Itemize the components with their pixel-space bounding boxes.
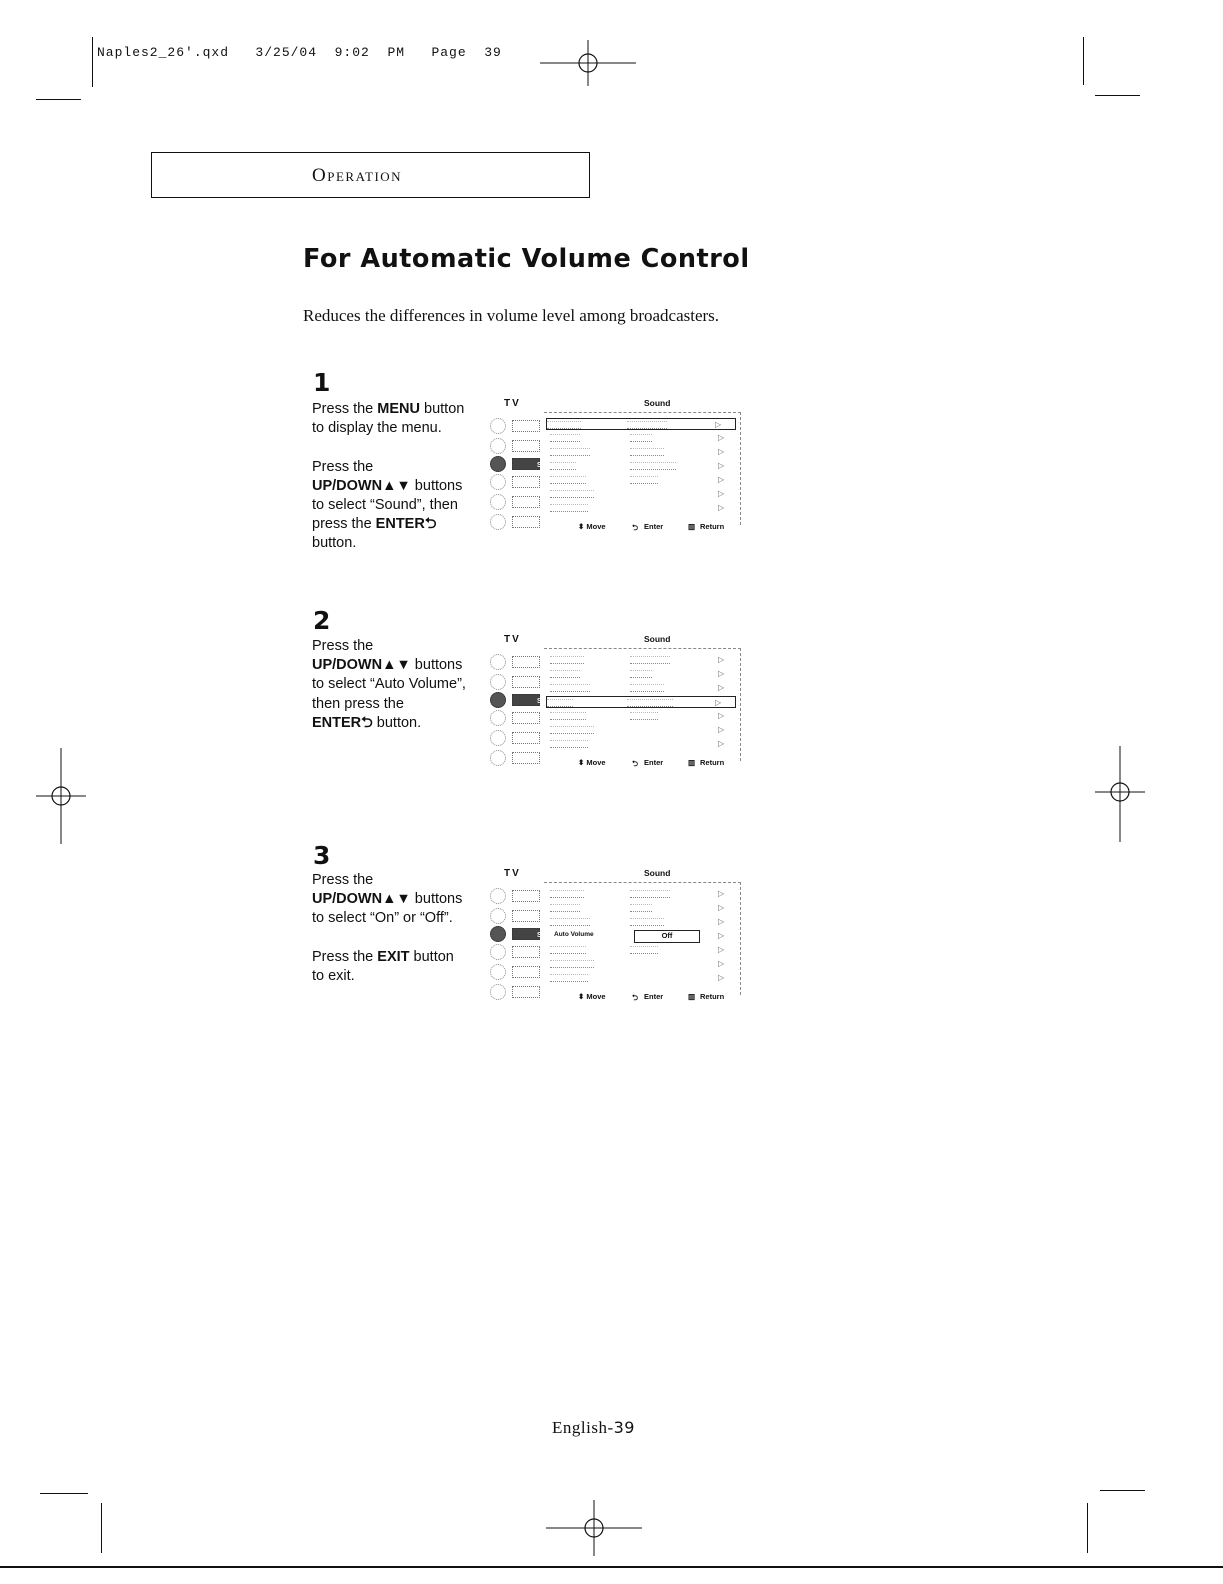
menu-option-blur: [550, 726, 594, 734]
menu-category-icon: [490, 984, 540, 1000]
move-hint: ⬍ Move: [578, 522, 606, 531]
return-icon: ▥: [688, 758, 696, 767]
return-hint: Return: [700, 758, 725, 767]
menu-source-label: TV: [504, 634, 521, 645]
menu-category-icon: [490, 418, 540, 434]
instruction-line: [312, 890, 462, 909]
arrow-right-icon: ▷: [718, 447, 725, 456]
instruction-text: then press the: [312, 695, 404, 712]
menu-option-blur: [547, 699, 573, 707]
instruction-text: to select “On” or “Off”.: [312, 910, 453, 927]
instruction-line: [312, 948, 462, 967]
category-glyph-icon: [490, 654, 506, 670]
return-hint: Return: [700, 992, 725, 1001]
section-label: Operation: [312, 165, 403, 186]
category-tab: [512, 910, 540, 922]
menu-option-label: Auto Volume: [554, 931, 594, 938]
category-tab: [512, 656, 540, 668]
category-glyph-icon: [490, 692, 506, 708]
menu-option-row: [550, 502, 730, 512]
menu-option-row: [546, 418, 736, 430]
menu-value-blur: [630, 448, 664, 456]
category-tab: [512, 890, 540, 902]
menu-option-blur: [550, 740, 588, 748]
menu-category-icon: [490, 654, 540, 670]
menu-option-blur: [550, 918, 590, 926]
menu-option-row: [550, 888, 730, 898]
category-glyph-icon: [490, 984, 506, 1000]
arrow-right-icon: ▷: [718, 739, 725, 748]
menu-value-blur: [630, 946, 658, 954]
move-hint: ⬍ Move: [578, 758, 606, 767]
menu-category-icon: [490, 888, 540, 904]
instruction-line: [312, 695, 466, 714]
category-glyph-icon: [490, 750, 506, 766]
menu-category-icon: [490, 674, 540, 690]
menu-option-blur: [550, 974, 588, 982]
instruction-text: to select “Sound”, then: [312, 496, 458, 513]
enter-hint: Enter: [644, 522, 664, 531]
arrow-right-icon: ▷: [718, 711, 725, 720]
instruction-line: [312, 515, 464, 534]
menu-category-icon: [490, 908, 540, 924]
category-label: Sound: [537, 698, 559, 705]
arrow-right-icon: ▷: [715, 420, 722, 429]
menu-option-row: [550, 944, 730, 954]
arrow-right-icon: ▷: [718, 959, 725, 968]
menu-option-row: [550, 432, 730, 442]
category-tab: [512, 440, 540, 452]
menu-option-row: [550, 958, 730, 968]
category-glyph-icon: [490, 418, 506, 434]
category-glyph-icon: [490, 494, 506, 510]
crop-mark: [36, 99, 81, 100]
instruction-text: to display the menu.: [312, 420, 442, 437]
step-number: 3: [313, 841, 331, 870]
page-title: For Automatic Volume Control: [303, 244, 750, 274]
category-glyph-icon: [490, 438, 506, 454]
category-glyph-icon: [490, 456, 506, 472]
registration-mark-icon: [546, 1500, 642, 1556]
menu-option-blur: [550, 670, 580, 678]
enter-icon: ⮌: [632, 523, 639, 532]
menu-value-blur: [630, 476, 658, 484]
instruction-line: [312, 967, 462, 986]
menu-option-row: [550, 710, 730, 720]
category-tab: [512, 694, 559, 706]
arrow-right-icon: ▷: [718, 903, 725, 912]
menu-category-icon: [490, 944, 540, 960]
category-label: Sound: [537, 462, 559, 469]
instruction-line: [312, 400, 464, 419]
instruction-line: [312, 714, 466, 733]
return-icon: ▥: [688, 522, 696, 531]
instruction-text: buttons: [410, 477, 463, 494]
category-glyph-icon: [490, 514, 506, 530]
sound-menu-icon: [490, 456, 559, 472]
category-tab: [512, 986, 540, 998]
instruction-key: UP/DOWN▲▼: [312, 657, 411, 674]
menu-value-blur: [630, 712, 658, 720]
instruction-line: [312, 871, 462, 890]
crop-mark: [1100, 1490, 1145, 1491]
instruction-key: UP/DOWN▲▼: [312, 477, 411, 494]
sound-menu-icon: [490, 926, 559, 942]
arrow-right-icon: ▷: [718, 669, 725, 678]
return-icon: ▥: [688, 992, 696, 1001]
menu-value-blur: [630, 434, 652, 442]
instruction-line: [312, 656, 466, 675]
step-instructions: [312, 871, 462, 986]
arrow-right-icon: ▷: [718, 433, 725, 442]
instruction-key: ENTER⮌: [375, 516, 437, 533]
menu-title: Sound: [644, 868, 671, 878]
menu-option-row: [550, 654, 730, 664]
instruction-line: [312, 534, 464, 553]
menu-option-row: [546, 696, 736, 708]
instruction-text: to exit.: [312, 967, 355, 984]
menu-option-row: [550, 668, 730, 678]
menu-value-blur: [630, 656, 670, 664]
enter-icon: ⮌: [632, 759, 639, 768]
category-tab: [512, 676, 540, 688]
arrow-right-icon: ▷: [718, 461, 725, 470]
instruction-text: buttons: [410, 891, 463, 908]
menu-category-icon: [490, 438, 540, 454]
category-glyph-icon: [490, 964, 506, 980]
registration-mark-icon: [1095, 746, 1145, 842]
menu-category-icon: [490, 710, 540, 726]
enter-hint: Enter: [644, 758, 664, 767]
crop-mark: [101, 1503, 102, 1553]
category-tab: [512, 420, 540, 432]
instruction-text: to select “Auto Volume”,: [312, 676, 466, 693]
sound-menu-icon: [490, 692, 559, 708]
category-glyph-icon: [490, 710, 506, 726]
instruction-line: [312, 419, 464, 438]
menu-value-blur: [630, 670, 652, 678]
menu-option-blur: [550, 448, 590, 456]
category-tab: [512, 732, 540, 744]
arrow-right-icon: ▷: [718, 931, 725, 940]
page-bottom-rule: [0, 1566, 1223, 1568]
category-label: Sound: [537, 932, 559, 939]
page-number-value: 39: [613, 1418, 635, 1437]
menu-option-blur: [550, 904, 580, 912]
menu-title: Sound: [644, 634, 671, 644]
category-glyph-icon: [490, 730, 506, 746]
option-value-box: Off: [634, 930, 700, 943]
return-hint: Return: [700, 522, 725, 531]
category-tab: [512, 712, 540, 724]
instruction-text: press the: [312, 516, 376, 533]
instruction-text: Press the: [312, 458, 374, 475]
category-glyph-icon: [490, 908, 506, 924]
category-glyph-icon: [490, 888, 506, 904]
instruction-line: [312, 675, 466, 694]
instruction-line: [312, 458, 464, 477]
instruction-key: EXIT: [377, 948, 410, 965]
arrow-right-icon: ▷: [718, 945, 725, 954]
enter-icon: ⮌: [632, 993, 639, 1002]
category-tab: [512, 496, 540, 508]
instruction-line: [312, 929, 462, 948]
arrow-right-icon: ▷: [718, 475, 725, 484]
instruction-key: ENTER⮌: [312, 714, 373, 731]
move-hint: ⬍ Move: [578, 992, 606, 1001]
instruction-text: buttons: [410, 657, 463, 674]
menu-option-row: [550, 972, 730, 982]
tv-menu-screenshot: [486, 634, 748, 776]
menu-category-icon: [490, 474, 540, 490]
crop-mark: [1083, 37, 1084, 85]
arrow-right-icon: ▷: [718, 683, 725, 692]
instruction-text: Press the: [312, 401, 378, 417]
enter-hint: Enter: [644, 992, 664, 1001]
menu-option-blur: [550, 712, 586, 720]
crop-mark: [40, 1493, 88, 1494]
instruction-text: button.: [372, 714, 422, 731]
menu-option-blur: [550, 656, 584, 664]
menu-title: Sound: [644, 398, 671, 408]
menu-value-blur: [630, 918, 664, 926]
category-tab: [512, 752, 540, 764]
menu-value-blur: [630, 684, 664, 692]
arrow-right-icon: ▷: [718, 973, 725, 982]
step-instructions: [312, 637, 466, 733]
menu-option-blur: [550, 946, 586, 954]
instruction-text: Press the: [312, 872, 374, 888]
menu-category-icon: [490, 514, 540, 530]
page-number: [552, 1418, 635, 1438]
menu-category-icon: [490, 494, 540, 510]
menu-option-row: [550, 902, 730, 912]
arrow-right-icon: ▷: [718, 489, 725, 498]
menu-value-blur: [630, 890, 670, 898]
menu-value-blur: [630, 462, 676, 470]
instruction-line: [312, 909, 462, 928]
menu-category-icon: [490, 750, 540, 766]
menu-option-blur: [550, 490, 594, 498]
print-slug: Naples2_26'.qxd 3/25/04 9:02 PM Page 39: [97, 45, 502, 60]
page-number-prefix: English-: [552, 1418, 614, 1437]
menu-category-icon: [490, 730, 540, 746]
menu-source-label: TV: [504, 868, 521, 879]
instruction-text: Press the: [312, 948, 378, 965]
menu-option-row: [550, 738, 730, 748]
menu-option-row: [550, 488, 730, 498]
instruction-line: [312, 438, 464, 457]
arrow-right-icon: ▷: [715, 698, 722, 707]
category-tab: [512, 516, 540, 528]
category-glyph-icon: [490, 674, 506, 690]
step-number: 1: [313, 368, 331, 397]
instruction-line: [312, 496, 464, 515]
section-header: [151, 152, 590, 198]
menu-value-blur: [630, 904, 652, 912]
menu-option-row: [550, 446, 730, 456]
step-number: 2: [313, 606, 331, 635]
category-tab: [512, 476, 540, 488]
category-tab: [512, 946, 540, 958]
instruction-text: Press the: [312, 638, 374, 654]
step-instructions: [312, 400, 464, 554]
registration-mark-icon: [540, 40, 636, 86]
menu-option-row: [550, 474, 730, 484]
menu-category-icon: [490, 964, 540, 980]
menu-option-blur: [550, 434, 580, 442]
arrow-right-icon: ▷: [718, 889, 725, 898]
instruction-line: [312, 637, 466, 656]
tv-menu-screenshot: [486, 868, 748, 1010]
menu-option-row: [550, 682, 730, 692]
menu-source-label: TV: [504, 398, 521, 409]
category-glyph-icon: [490, 944, 506, 960]
arrow-right-icon: ▷: [718, 917, 725, 926]
menu-option-blur: [550, 960, 594, 968]
crop-mark: [1087, 1503, 1088, 1553]
menu-option-blur: [550, 462, 576, 470]
menu-option-blur: [550, 476, 586, 484]
arrow-right-icon: ▷: [718, 655, 725, 664]
instruction-text: button: [419, 401, 465, 417]
arrow-right-icon: ▷: [718, 725, 725, 734]
menu-option-row: [550, 724, 730, 734]
menu-option-row: [550, 460, 730, 470]
instruction-text: button: [409, 948, 454, 965]
menu-option-blur: [550, 890, 584, 898]
menu-value-blur: [627, 699, 673, 707]
menu-value-blur: [627, 421, 667, 429]
instruction-key: MENU: [377, 401, 420, 417]
menu-option-blur: [550, 504, 588, 512]
category-tab: [512, 458, 559, 470]
category-glyph-icon: [490, 474, 506, 490]
menu-option-row: [550, 916, 730, 926]
arrow-right-icon: ▷: [718, 503, 725, 512]
category-tab: [512, 966, 540, 978]
category-glyph-icon: [490, 926, 506, 942]
registration-mark-icon: [36, 748, 86, 844]
instruction-key: UP/DOWN▲▼: [312, 891, 411, 908]
menu-option-blur: [550, 684, 590, 692]
category-tab: [512, 928, 559, 940]
menu-option-blur: [547, 421, 581, 429]
instruction-line: [312, 477, 464, 496]
instruction-text: button.: [312, 535, 357, 552]
crop-mark: [1095, 95, 1140, 96]
crop-mark: [92, 37, 93, 87]
tv-menu-screenshot: [486, 398, 748, 540]
intro-text: Reduces the differences in volume level among broadcasters.: [303, 306, 720, 325]
